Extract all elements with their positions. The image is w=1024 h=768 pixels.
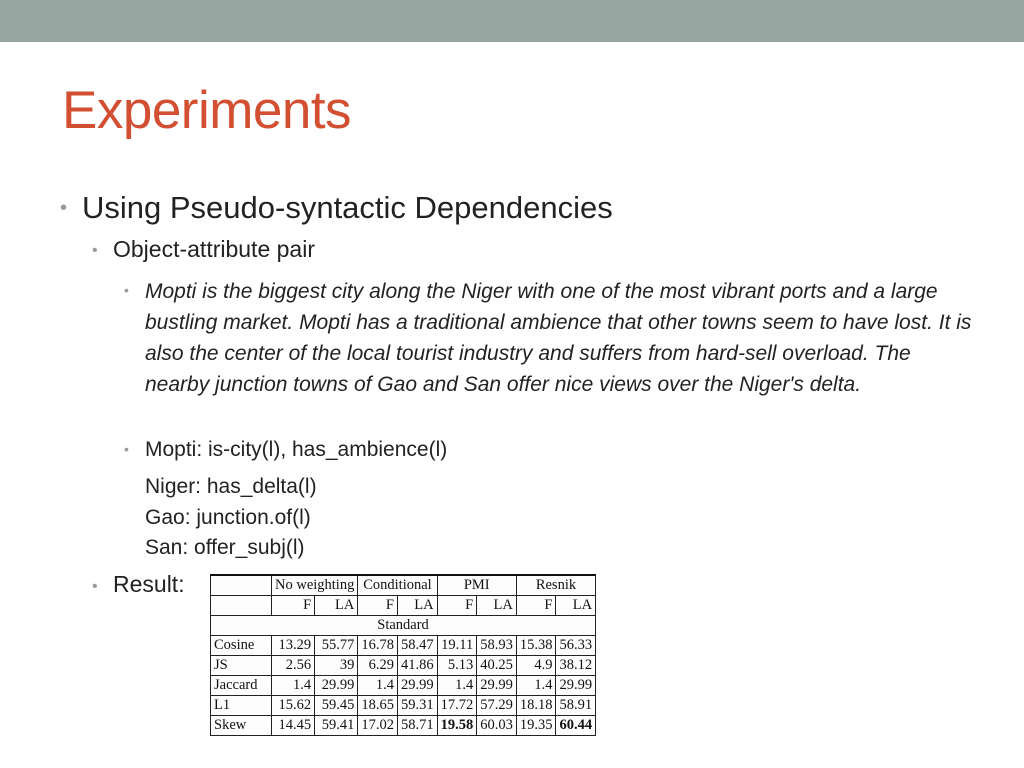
table-cell: 38.12 [556, 656, 596, 676]
table-corner-cell [211, 596, 272, 616]
table-cell: 29.99 [397, 676, 437, 696]
bullet-dot-icon: • [124, 282, 129, 298]
pair-san: San: offer_subj(l) [145, 536, 305, 559]
slide-title: Experiments [62, 81, 352, 140]
table-cell: 14.45 [272, 716, 315, 736]
table-cell: 17.72 [437, 696, 477, 716]
table-cell: 5.13 [437, 656, 477, 676]
subheader-cell: F [358, 596, 398, 616]
table-corner-cell [211, 575, 272, 596]
subheader-cell: LA [315, 596, 358, 616]
table-body [211, 636, 596, 736]
row-label: JS [211, 656, 272, 676]
table-cell: 59.45 [315, 696, 358, 716]
table-cell: 17.02 [358, 716, 398, 736]
table-row [211, 676, 596, 696]
table-cell: 15.62 [272, 696, 315, 716]
table-cell: 58.47 [397, 636, 437, 656]
subheader-cell: LA [397, 596, 437, 616]
row-label: Skew [211, 716, 272, 736]
bullet-level1: Using Pseudo-syntactic Dependencies [82, 190, 613, 225]
pair-niger: Niger: has_delta(l) [145, 475, 317, 498]
table-cell: 13.29 [272, 636, 315, 656]
row-label: Cosine [211, 636, 272, 656]
table-cell: 58.93 [477, 636, 517, 656]
table-cell: 6.29 [358, 656, 398, 676]
table-cell: 59.31 [397, 696, 437, 716]
table-group-header-row [211, 575, 596, 596]
table-cell: 41.86 [397, 656, 437, 676]
subheader-cell: F [437, 596, 477, 616]
table-cell: 1.4 [358, 676, 398, 696]
section-label: Standard [211, 616, 596, 636]
table-row [211, 636, 596, 656]
table-cell: 56.33 [556, 636, 596, 656]
results-table [210, 574, 596, 736]
table-row [211, 696, 596, 716]
table-row [211, 656, 596, 676]
subheader-cell: LA [556, 596, 596, 616]
slide-top-bar [0, 0, 1024, 42]
bullet-dot-icon: • [60, 197, 68, 219]
table-cell: 29.99 [556, 676, 596, 696]
table-cell: 1.4 [437, 676, 477, 696]
table-section-row [211, 616, 596, 636]
table-cell: 4.9 [516, 656, 556, 676]
table-cell: 19.58 [437, 716, 477, 736]
group-header: PMI [437, 575, 516, 596]
subheader-cell: F [272, 596, 315, 616]
table-cell: 18.18 [516, 696, 556, 716]
result-label: Result: [113, 571, 185, 597]
group-header: Resnik [516, 575, 595, 596]
table-cell: 18.65 [358, 696, 398, 716]
table-cell: 59.41 [315, 716, 358, 736]
pair-gao: Gao: junction.of(l) [145, 506, 311, 529]
table-cell: 1.4 [516, 676, 556, 696]
table-cell: 39 [315, 656, 358, 676]
table-cell: 1.4 [272, 676, 315, 696]
row-label: Jaccard [211, 676, 272, 696]
bullet-dot-icon: • [92, 578, 98, 595]
table-row [211, 716, 596, 736]
table-subheader-row [211, 596, 596, 616]
bullet-dot-icon: • [92, 242, 98, 259]
table-cell: 60.44 [556, 716, 596, 736]
table-cell: 55.77 [315, 636, 358, 656]
group-header: Conditional [358, 575, 437, 596]
table-cell: 40.25 [477, 656, 517, 676]
table-cell: 29.99 [477, 676, 517, 696]
table-cell: 15.38 [516, 636, 556, 656]
table-cell: 16.78 [358, 636, 398, 656]
subheader-cell: LA [477, 596, 517, 616]
table-cell: 58.91 [556, 696, 596, 716]
pair-mopti: Mopti: is-city(l), has_ambience(l) [145, 438, 448, 461]
example-paragraph: Mopti is the biggest city along the Niger with one of the most vibrant ports and a large bustling market. Mopti has a traditional ambience that other towns seem to have lost. It is also the center of the local tourist industry and suffers from hard-sell overload. The nearby junction towns of Gao and San offer nice views over the Niger's delta. [145, 280, 972, 396]
table-cell: 29.99 [315, 676, 358, 696]
bullet-dot-icon: • [124, 441, 129, 457]
table-cell: 2.56 [272, 656, 315, 676]
table-cell: 19.35 [516, 716, 556, 736]
subheader-cell: F [516, 596, 556, 616]
table-cell: 60.03 [477, 716, 517, 736]
table-cell: 19.11 [437, 636, 477, 656]
bullet-level2: Object-attribute pair [113, 236, 315, 262]
table-cell: 57.29 [477, 696, 517, 716]
group-header: No weighting [272, 575, 358, 596]
table-cell: 58.71 [397, 716, 437, 736]
row-label: L1 [211, 696, 272, 716]
